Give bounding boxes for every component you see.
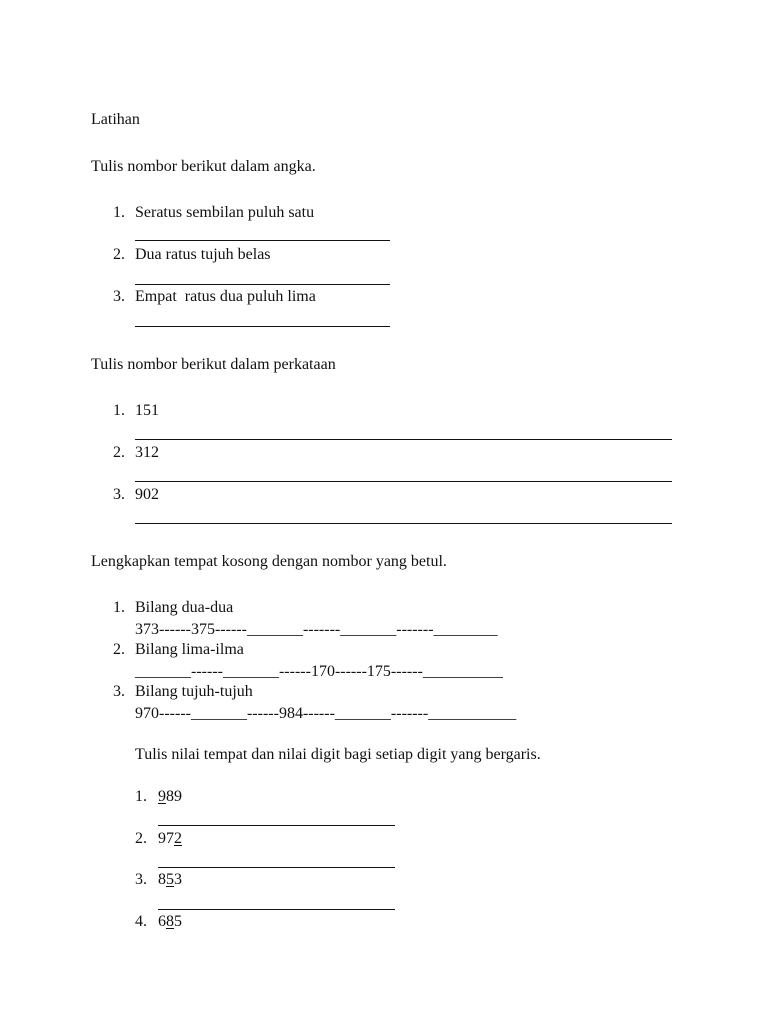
underlined-number <box>158 787 182 807</box>
underlined-digit: 2 <box>174 830 182 847</box>
underlined-number <box>158 829 182 849</box>
section1-item-text: Seratus sembilan puluh satu <box>135 204 315 221</box>
section1-item-number: 3. <box>113 288 125 305</box>
answer-line <box>135 240 390 241</box>
answer-line <box>158 867 395 868</box>
digit-suffix: 3 <box>174 871 182 888</box>
section1-instruction: Tulis nombor berikut dalam angka. <box>91 158 316 175</box>
section3-item-text: Bilang dua-dua <box>135 599 234 616</box>
answer-line <box>135 481 672 482</box>
section4-item-number: 1. <box>135 788 147 805</box>
answer-line <box>135 326 390 327</box>
digit-suffix: 89 <box>166 788 182 805</box>
section4-item-number: 2. <box>135 830 147 847</box>
section3-item-number: 1. <box>113 599 125 616</box>
number-sequence: _______------_______------170------175------__________ <box>135 663 503 680</box>
number-sequence: 970------_______------984------_______-------___________ <box>135 705 517 722</box>
section2-item-number: 1. <box>113 402 125 419</box>
section3-item-number: 2. <box>113 641 125 658</box>
section1-item-number: 2. <box>113 246 125 263</box>
number-sequence: 373------375------_______-------_______-------________ <box>135 621 498 638</box>
answer-line <box>158 909 395 910</box>
underlined-number <box>158 870 182 890</box>
worksheet-heading: Latihan <box>91 111 140 128</box>
section4-item-number: 4. <box>135 913 147 930</box>
answer-line <box>158 825 395 826</box>
underlined-digit: 8 <box>166 913 174 930</box>
section3-item-text: Bilang lima-ilma <box>135 641 244 658</box>
section2-item-number: 3. <box>113 486 125 503</box>
section3-item-number: 3. <box>113 683 125 700</box>
section2-item-text: 312 <box>135 444 159 461</box>
digit-prefix: 97 <box>158 830 174 847</box>
underlined-digit: 5 <box>166 871 174 888</box>
digit-prefix: 8 <box>158 871 166 888</box>
section4-instruction: Tulis nilai tempat dan nilai digit bagi setiap digit yang bergaris. <box>135 746 541 763</box>
digit-prefix: 6 <box>158 913 166 930</box>
section1-item-text: Empat ratus dua puluh lima <box>135 288 316 305</box>
answer-line <box>135 284 390 285</box>
digit-suffix: 5 <box>174 913 182 930</box>
underlined-digit: 9 <box>158 788 166 805</box>
section3-item-text: Bilang tujuh-tujuh <box>135 683 253 700</box>
answer-line <box>135 439 672 440</box>
section2-instruction: Tulis nombor berikut dalam perkataan <box>91 356 336 373</box>
section4-item-number: 3. <box>135 871 147 888</box>
section2-item-text: 151 <box>135 402 159 419</box>
section2-item-text: 902 <box>135 486 159 503</box>
section1-item-text: Dua ratus tujuh belas <box>135 246 271 263</box>
section2-item-number: 2. <box>113 444 125 461</box>
section1-item-number: 1. <box>113 204 125 221</box>
section3-instruction: Lengkapkan tempat kosong dengan nombor yang betul. <box>91 553 447 570</box>
underlined-number <box>158 912 182 932</box>
answer-line <box>135 523 672 524</box>
